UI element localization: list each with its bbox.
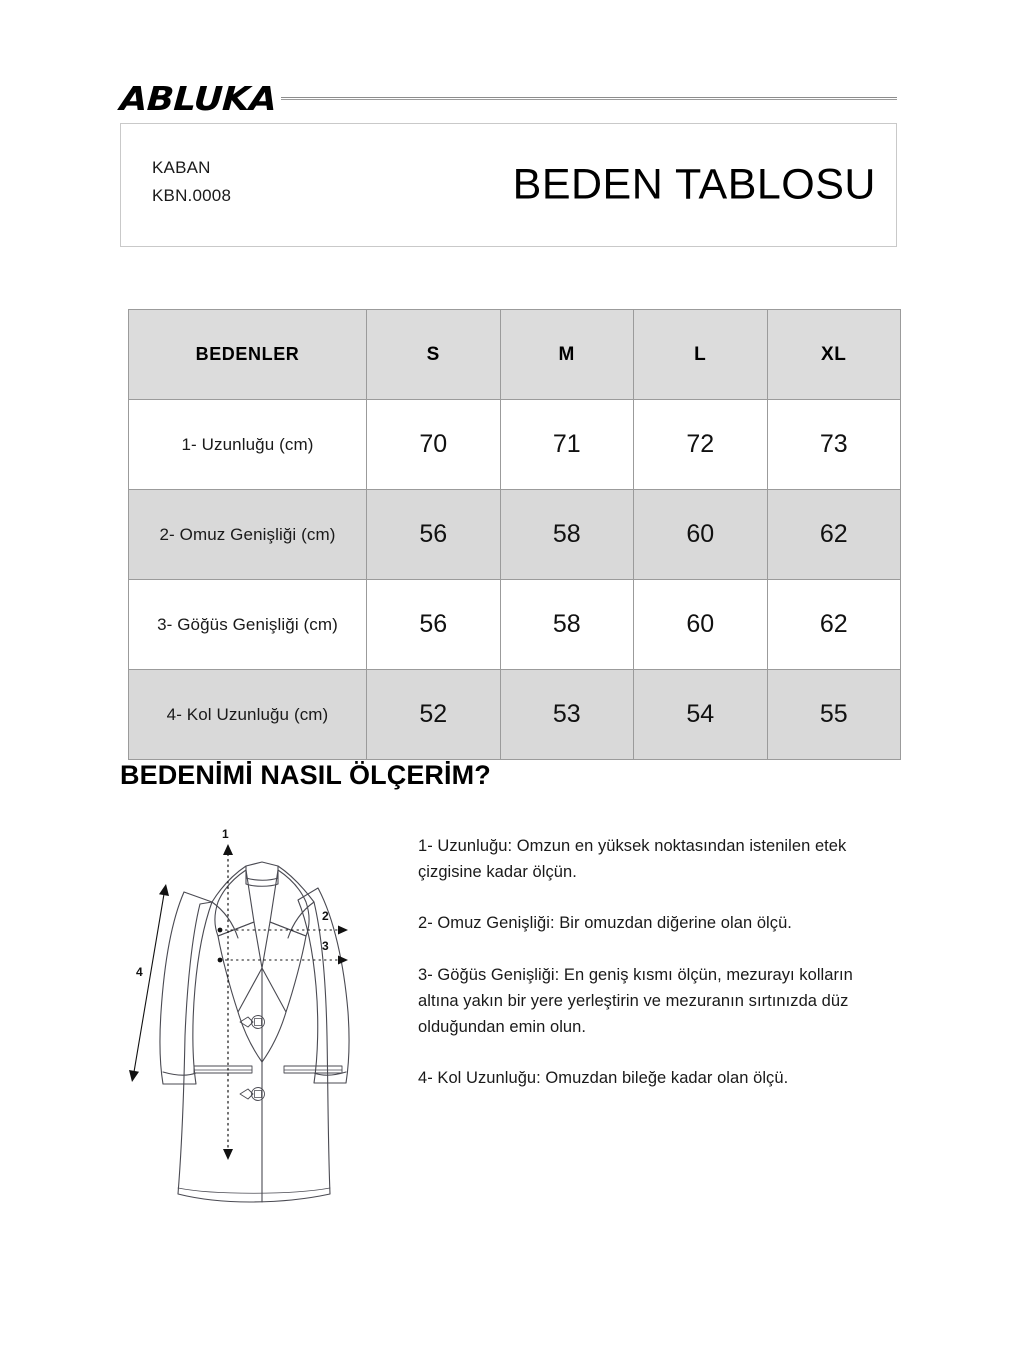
- figure-marker-3: 3: [322, 939, 329, 953]
- coat-illustration: [122, 826, 402, 1226]
- document-title-box: [120, 123, 897, 247]
- right-welt-pocket: [284, 1066, 342, 1073]
- table-row: [129, 580, 901, 670]
- page-title: BEDEN TABLOSU: [512, 160, 876, 209]
- cell-value: 56: [367, 490, 501, 580]
- cell-value: 52: [367, 670, 501, 760]
- column-header-xl: XL: [767, 310, 901, 400]
- cell-value: 73: [767, 400, 901, 490]
- cell-value: 72: [634, 400, 768, 490]
- column-header-s: S: [367, 310, 501, 400]
- table-header-row: [129, 310, 901, 400]
- button-upper: [240, 1016, 265, 1029]
- measure-line-length: [223, 844, 233, 1160]
- cell-value: 62: [767, 490, 901, 580]
- brand-header: [120, 76, 897, 120]
- abluka-logo: ABLUKA: [118, 78, 278, 118]
- cell-value: 58: [500, 490, 634, 580]
- figure-marker-2: 2: [322, 909, 329, 923]
- product-code: KBN.0008: [152, 185, 232, 205]
- right-cuff-line: [314, 1072, 346, 1075]
- cell-value: 60: [634, 490, 768, 580]
- column-header-bedenler: BEDENLER: [129, 310, 367, 400]
- right-lapel: [262, 922, 306, 1012]
- collar-stand: [246, 866, 278, 886]
- table-row: [129, 670, 901, 760]
- instruction-item-4: 4- Kol Uzunluğu: Omuzdan bileğe kadar olan ölçü.: [418, 1069, 789, 1088]
- right-collar: [270, 870, 309, 936]
- measure-line-chest: [218, 956, 348, 965]
- hem-line: [178, 1188, 330, 1193]
- size-table: [128, 309, 901, 760]
- cell-value: 60: [634, 580, 768, 670]
- instruction-item-1: 1- Uzunluğu: Omzun en yüksek noktasından istenilen etek çizgisine kadar ölçün.: [418, 837, 847, 881]
- cell-value: 56: [367, 580, 501, 670]
- cell-value: 54: [634, 670, 768, 760]
- collar-stand-line: [246, 878, 278, 880]
- row-metric-label: 2- Omuz Genişliği (cm): [129, 490, 367, 580]
- row-metric-label: 4- Kol Uzunluğu (cm): [129, 670, 367, 760]
- cell-value: 70: [367, 400, 501, 490]
- column-header-l: L: [634, 310, 768, 400]
- product-meta: [152, 154, 231, 209]
- figure-marker-1: 1: [222, 827, 229, 841]
- measurement-instructions: [418, 834, 888, 1092]
- table-row: [129, 400, 901, 490]
- instruction-item-2: 2- Omuz Genişliği: Bir omuzdan diğerine olan ölçü.: [418, 914, 792, 933]
- row-metric-label: 1- Uzunluğu (cm): [129, 400, 367, 490]
- column-header-m: M: [500, 310, 634, 400]
- row-metric-label: 3- Göğüs Genişliği (cm): [129, 580, 367, 670]
- instruction-item-3: 3- Göğüs Genişliği: En geniş kısmı ölçün, mezurayı kolların altına yakın bir yere yerleştirin ve mezuranın sırtınızda düz olduğundan emin olun.: [418, 966, 853, 1036]
- left-sleeve: [160, 892, 212, 1084]
- left-welt-pocket: [194, 1066, 252, 1073]
- table-row: [129, 490, 901, 580]
- cell-value: 53: [500, 670, 634, 760]
- header-divider-rule: [281, 97, 897, 100]
- coat-body: [178, 862, 330, 1202]
- figure-marker-4: 4: [136, 965, 143, 979]
- cell-value: 55: [767, 670, 901, 760]
- cell-value: 62: [767, 580, 901, 670]
- left-lapel: [218, 922, 262, 1012]
- product-name: KABAN: [152, 158, 211, 177]
- cell-value: 71: [500, 400, 634, 490]
- how-to-measure-title: BEDENİMİ NASIL ÖLÇERİM?: [120, 760, 491, 790]
- cell-value: 58: [500, 580, 634, 670]
- left-cuff-line: [163, 1072, 196, 1075]
- right-lapel-roll: [262, 1012, 286, 1062]
- left-collar: [215, 870, 254, 936]
- button-lower: [240, 1088, 265, 1101]
